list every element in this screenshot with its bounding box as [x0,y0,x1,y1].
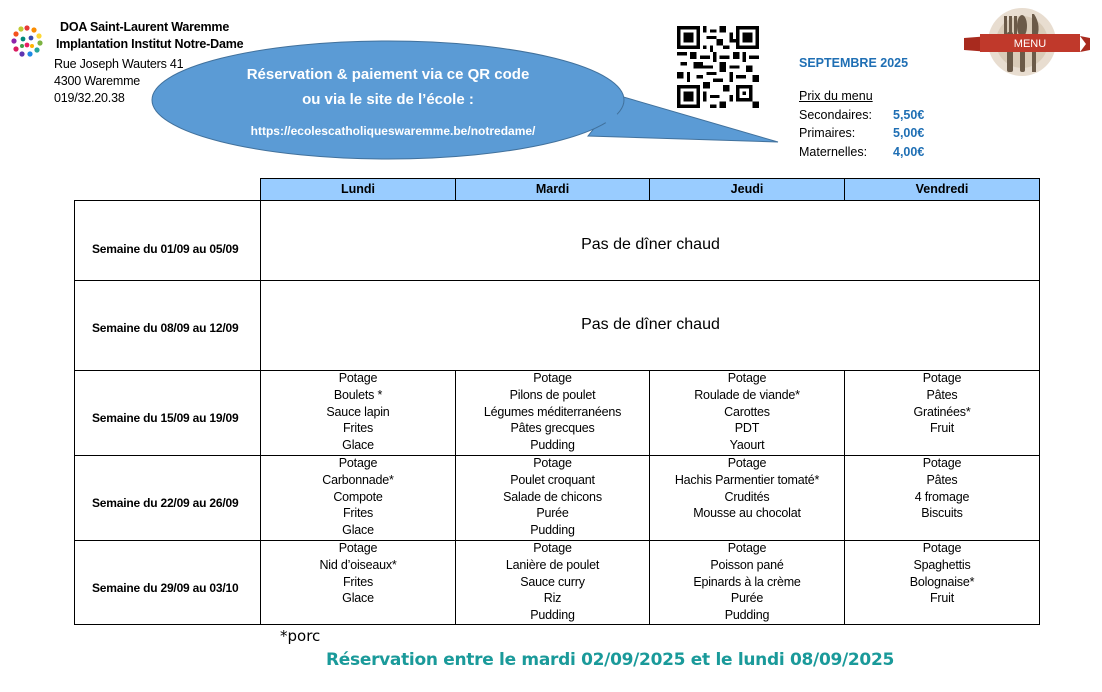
price-value: 5,00€ [893,126,925,140]
meal-item: Epinards à la crème [693,574,801,589]
org-title: DOA Saint-Laurent Waremme [60,20,230,34]
meal-list [260,370,456,454]
week-label: Semaine du 08/09 au 12/09 [92,321,239,335]
menu-table [74,200,1040,625]
meal-item: Compote [333,489,383,504]
meal-item: PDT [734,421,760,436]
meal-list [260,455,456,539]
meal-item: Hachis Parmentier tomaté* [674,472,820,487]
day-header: Mardi [455,178,650,201]
meal-item: Mousse au chocolat [693,506,801,521]
meal-item: Potage [338,456,378,470]
meal-item: Potage [533,541,572,555]
meal-item: Biscuits [921,506,963,521]
meal-item: Pilons de poulet [509,387,596,402]
week-label: Semaine du 29/09 au 03/10 [92,581,239,595]
bubble-line-1: Réservation & paiement via ce QR code [246,66,530,83]
day-header: Vendredi [844,178,1040,201]
price-value: 5,50€ [893,108,925,122]
meal-item: Bolognaise* [909,574,975,589]
meal-item: Légumes méditerranéens [483,404,622,419]
phone-number: 019/32.20.38 [54,91,125,105]
meal-item: Potage [727,456,767,470]
meal-list [649,455,845,522]
meal-list [649,540,845,624]
pork-footnote: *porc [280,627,321,645]
meal-item: Potage [338,541,378,555]
meal-item: Pâtes grecques [510,421,595,436]
meal-item: Potage [338,371,378,385]
address-line: 4300 Waremme [54,74,141,88]
meal-item: Purée [730,591,764,606]
meal-item: Glace [342,591,374,606]
meal-item: Roulade de viande* [694,387,800,402]
week-label: Semaine du 22/09 au 26/09 [92,496,239,510]
website-link[interactable]: https://ecolescatholiqueswaremme.be/notredame/ [250,124,536,138]
meal-item: Frites [342,421,374,436]
meal-item: Pâtes [926,387,958,402]
meal-list [455,370,650,454]
price-label: Primaires: [799,126,856,140]
menu-plate-icon [960,4,1094,76]
week-label: Semaine du 01/09 au 05/09 [92,242,239,256]
month-title: SEPTEMBRE 2025 [799,56,909,70]
meal-item: Poisson pané [710,557,784,572]
meal-item: Potage [922,541,962,555]
meal-item: Pâtes [926,472,958,487]
meal-item: Crudités [724,489,770,504]
meal-item: Yaourt [729,438,765,453]
meal-list [260,540,456,607]
meal-list [844,540,1040,607]
week-cell [74,200,261,281]
meal-item: Potage [533,371,572,385]
dots-logo-icon [10,24,44,58]
price-value: 4,00€ [893,145,925,159]
day-header: Jeudi [649,178,845,201]
menu-badge-label: MENU [1013,38,1047,50]
meal-item: Sauce curry [520,574,585,589]
meal-item: Frites [342,506,374,521]
meal-item: Glace [342,438,374,453]
no-meal-text: Pas de dîner chaud [581,236,720,253]
meal-item: Potage [533,456,572,470]
meal-item: Nid d’oiseaux* [319,557,397,572]
meal-item: Potage [727,541,767,555]
meal-item: Frites [342,574,374,589]
meal-item: Pudding [530,438,575,453]
meal-item: Boulets * [333,387,383,402]
meal-item: Poulet croquant [510,472,595,487]
meal-item: Pudding [530,523,575,538]
qr-code-icon[interactable] [677,26,759,108]
meal-list [455,455,650,539]
meal-item: Fruit [929,591,954,606]
meal-item: Pudding [724,608,770,623]
price-label: Maternelles: [799,145,868,159]
meal-item: Gratinées* [913,404,971,419]
meal-list [455,540,650,624]
week-label: Semaine du 15/09 au 19/09 [92,411,239,425]
meal-item: Purée [536,506,569,521]
meal-item: Spaghettis [913,557,971,572]
day-header: Lundi [260,178,456,201]
meal-list [844,370,1040,437]
price-heading: Prix du menu [799,89,873,103]
address-line: Rue Joseph Wauters 41 [54,57,184,71]
meal-item: 4 fromage [914,489,970,504]
meal-item: Potage [922,371,962,385]
meal-item: Sauce lapin [326,404,390,419]
meal-list [844,455,1040,522]
meal-item: Carbonnade* [322,472,394,487]
reservation-period: Réservation entre le mardi 02/09/2025 et le lundi 08/09/2025 [326,650,895,670]
meal-list [649,370,845,454]
price-label: Secondaires: [799,108,872,122]
meal-item: Carottes [724,404,770,419]
meal-item: Lanière de poulet [505,557,600,572]
meal-item: Fruit [929,421,954,436]
meal-item: Salade de chicons [503,489,602,504]
meal-item: Potage [727,371,767,385]
meal-item: Potage [922,456,962,470]
bubble-line-2: ou via le site de l’école : [302,91,474,108]
meal-item: Glace [342,523,374,538]
meal-item: Pudding [530,608,575,623]
meal-item: Riz [543,591,562,606]
org-subtitle: Implantation Institut Notre-Dame [56,37,244,51]
no-meal-text: Pas de dîner chaud [581,316,720,333]
